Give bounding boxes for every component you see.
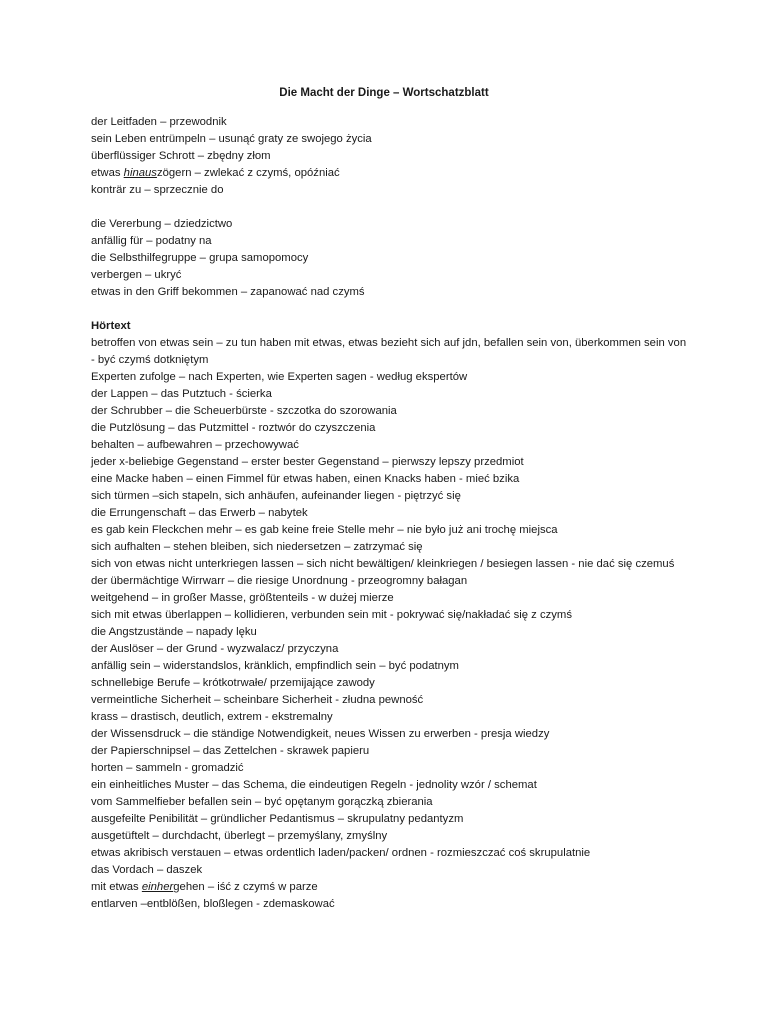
vocab-entry: betroffen von etwas sein – zu tun haben mit etwas, etwas bezieht sich auf jdn, befallen sein von, überkommen sein von - być czymś dotkniętym <box>91 337 687 366</box>
vocab-entry: der übermächtige Wirrwarr – die riesige Unordnung - przeogromny bałagan <box>91 575 468 587</box>
vocab-entry: die Angstzustände – napady lęku <box>91 626 257 638</box>
vocab-entry: ausgefeilte Penibilität – gründlicher Pedantismus – skrupulatny pedantyzm <box>91 813 464 825</box>
vocab-entry: anfällig sein – widerstandslos, kränklich, empfindlich sein – być podatnym <box>91 660 459 672</box>
vocab-entry: behalten – aufbewahren – przechowywać <box>91 439 299 451</box>
vocab-entry: die Errungenschaft – das Erwerb – nabytek <box>91 507 308 519</box>
vocab-entry <box>91 879 691 896</box>
section-heading-hoertext: Hörtext <box>91 320 131 332</box>
vocab-entry: der Auslöser – der Grund - wyzwalacz/ przyczyna <box>91 643 339 655</box>
vocabulary-content <box>91 114 691 913</box>
vocab-entry: entlarven –entblößen, bloßlegen - zdemaskować <box>91 898 335 910</box>
vocab-entry-suffix: gehen – iść z czymś w parze <box>173 881 318 893</box>
vocab-entry: etwas in den Griff bekommen – zapanować nad czymś <box>91 286 365 298</box>
vocab-entry: schnellebige Berufe – krótkotrwałe/ przemijające zawody <box>91 677 375 689</box>
vocab-entry: horten – sammeln - gromadzić <box>91 762 244 774</box>
vocab-entry: sich von etwas nicht unterkriegen lassen – sich nicht bewältigen/ kleinkriegen / besiegen lassen - nie dać się czemuś <box>91 558 675 570</box>
vocabulary-section-2 <box>91 216 691 301</box>
vocab-entry: die Selbsthilfegruppe – grupa samopomocy <box>91 252 309 264</box>
vocab-entry: sich aufhalten – stehen bleiben, sich niedersetzen – zatrzymać się <box>91 541 423 553</box>
vocab-entry: konträr zu – sprzecznie do <box>91 184 224 196</box>
section-gap <box>91 199 691 216</box>
vocab-entry: jeder x-beliebige Gegenstand – erster bester Gegenstand – pierwszy lepszy przedmiot <box>91 456 524 468</box>
vocab-entry: sein Leben entrümpeln – usunąć graty ze swojego życia <box>91 133 372 145</box>
section-gap <box>91 301 691 318</box>
vocab-entry: die Putzlösung – das Putzmittel - roztwór do czyszczenia <box>91 422 376 434</box>
vocab-entry: der Wissensdruck – die ständige Notwendigkeit, neues Wissen zu erwerben - presja wiedzy <box>91 728 550 740</box>
vocab-entry-emphasis: hinaus <box>123 167 157 179</box>
vocab-entry-suffix: zögern – zwlekać z czymś, opóźniać <box>156 167 340 179</box>
vocab-entry: verbergen – ukryć <box>91 269 182 281</box>
vocab-entry: etwas akribisch verstauen – etwas ordentlich laden/packen/ ordnen - rozmieszczać coś skrupulatnie <box>91 847 591 859</box>
vocab-entry: der Leitfaden – przewodnik <box>91 116 227 128</box>
vocab-entry: die Vererbung – dziedzictwo <box>91 218 233 230</box>
vocab-entry: der Papierschnipsel – das Zettelchen - skrawek papieru <box>91 745 370 757</box>
vocab-entry <box>91 165 691 182</box>
vocab-entry: eine Macke haben – einen Fimmel für etwas haben, einen Knacks haben - mieć bzika <box>91 473 520 485</box>
vocab-entry: sich türmen –sich stapeln, sich anhäufen, aufeinander liegen - piętrzyć się <box>91 490 461 502</box>
vocab-entry: anfällig für – podatny na <box>91 235 212 247</box>
document-title: Die Macht der Dinge – Wortschatzblatt <box>279 87 489 99</box>
vocab-entry: der Schrubber – die Scheuerbürste - szczotka do szorowania <box>91 405 397 417</box>
vocab-entry: es gab kein Fleckchen mehr – es gab keine freie Stelle mehr – nie było już ani trochę miejsca <box>91 524 558 536</box>
vocab-entry: überflüssiger Schrott – zbędny złom <box>91 150 271 162</box>
vocab-entry-prefix: etwas <box>91 167 124 179</box>
vocabulary-section-1 <box>91 114 691 199</box>
vocab-entry: krass – drastisch, deutlich, extrem - ekstremalny <box>91 711 333 723</box>
vocab-entry: der Lappen – das Putztuch - ścierka <box>91 388 272 400</box>
vocab-entry: das Vordach – daszek <box>91 864 203 876</box>
vocab-entry: Experten zufolge – nach Experten, wie Experten sagen - według ekspertów <box>91 371 468 383</box>
vocab-entry: vom Sammelfieber befallen sein – być opętanym gorączką zbierania <box>91 796 433 808</box>
vocab-entry: weitgehend – in großer Masse, größtenteils - w dużej mierze <box>91 592 394 604</box>
vocabulary-section-3 <box>91 335 691 913</box>
vocab-entry-emphasis: einher <box>141 881 174 893</box>
vocab-entry: ausgetüftelt – durchdacht, überlegt – przemyślany, zmyślny <box>91 830 388 842</box>
vocab-entry: ein einheitliches Muster – das Schema, die eindeutigen Regeln - jednolity wzór / schemat <box>91 779 537 791</box>
vocab-entry-prefix: mit etwas <box>91 881 142 893</box>
vocab-entry: sich mit etwas überlappen – kollidieren, verbunden sein mit - pokrywać się/nakładać się z czymś <box>91 609 572 621</box>
vocab-entry: vermeintliche Sicherheit – scheinbare Sicherheit - złudna pewność <box>91 694 424 706</box>
